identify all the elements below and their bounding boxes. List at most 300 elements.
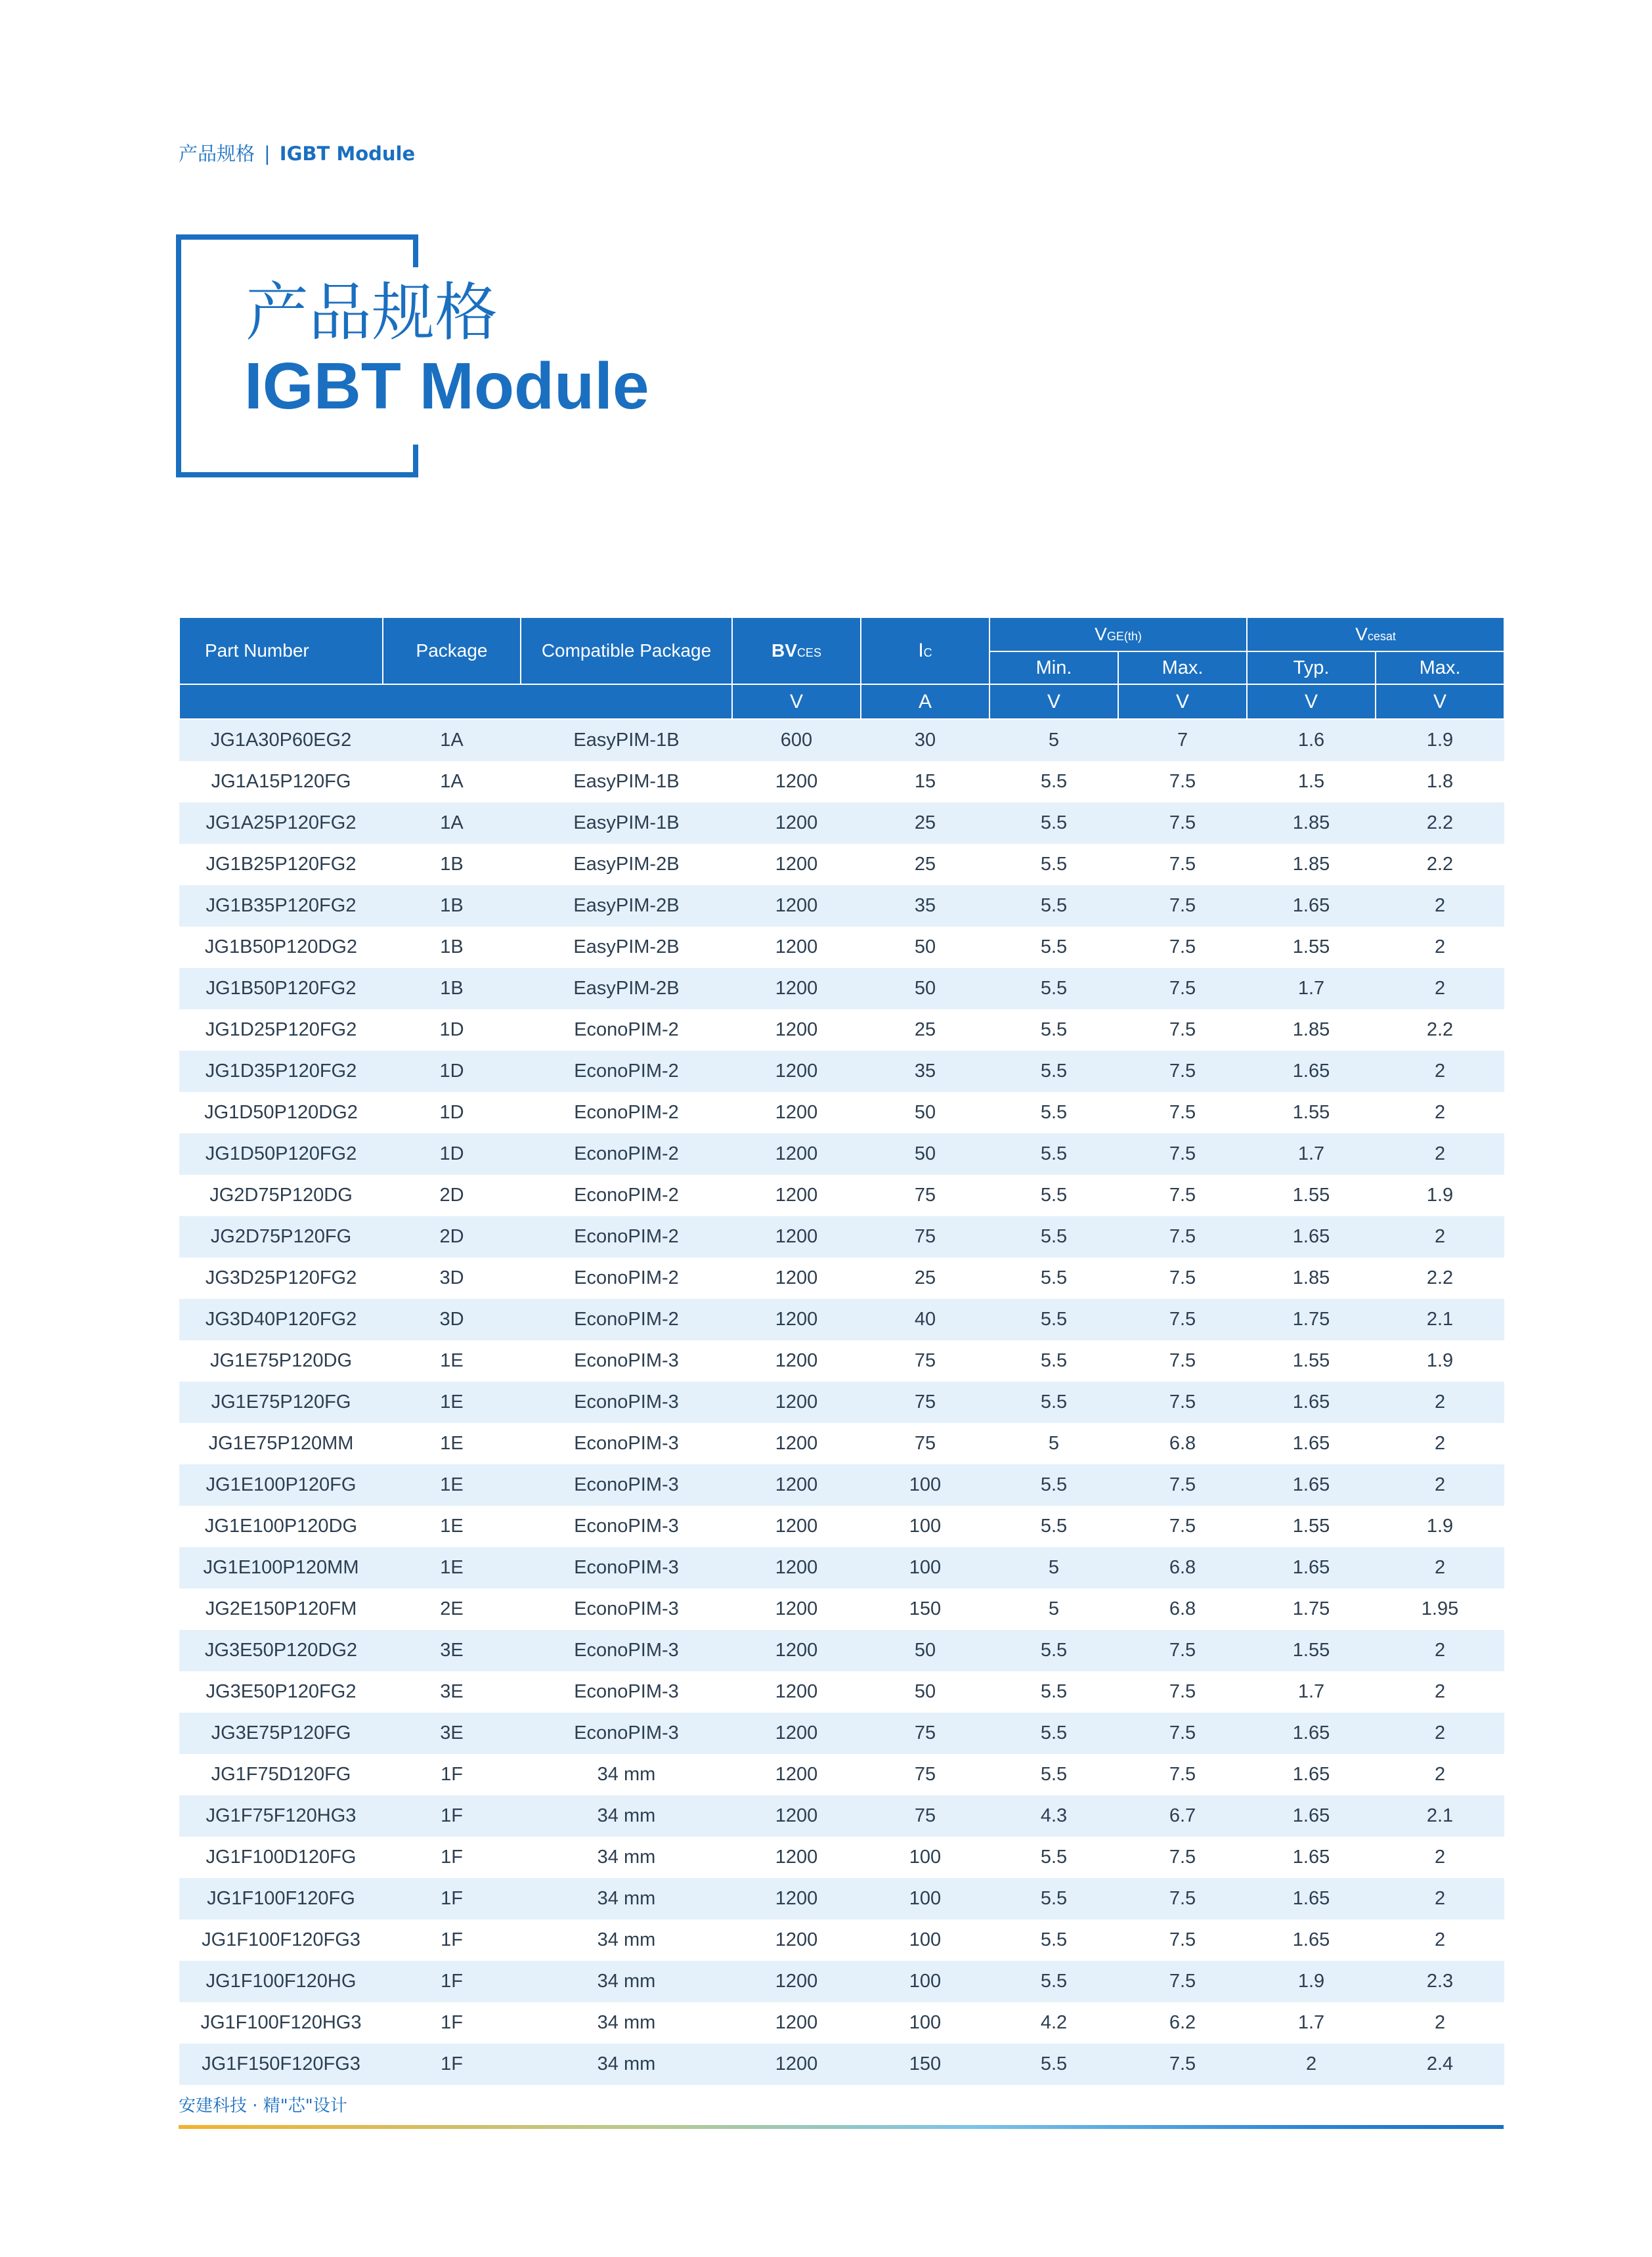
cell-bvces: 600 (732, 719, 861, 761)
cell-vge-min: 5.5 (989, 1671, 1118, 1713)
cell-compatible-package: 34 mm (521, 1961, 732, 2002)
breadcrumb-section[interactable]: 产品规格 (179, 142, 255, 165)
cell-vcesat-max: 2 (1376, 1713, 1504, 1754)
cell-vge-max: 7.5 (1118, 1340, 1247, 1382)
cell-vge-max: 7.5 (1118, 1175, 1247, 1216)
cell-compatible-package: EconoPIM-3 (521, 1382, 732, 1423)
cell-vge-min: 5.5 (989, 1837, 1118, 1878)
cell-vge-min: 5 (989, 1589, 1118, 1630)
cell-vcesat-max: 2.3 (1376, 1961, 1504, 2002)
table-row[interactable] (179, 719, 1504, 761)
cell-package: 1E (383, 1340, 521, 1382)
cell-vcesat-typ: 1.9 (1247, 1961, 1376, 2002)
cell-part-number: JG1F100F120HG (179, 1961, 383, 2002)
table-row[interactable] (179, 1382, 1504, 1423)
cell-package: 1F (383, 1795, 521, 1837)
cell-vge-min: 4.2 (989, 2002, 1118, 2044)
cell-ic: 100 (861, 1878, 989, 1919)
page-title-en: IGBT Module (244, 349, 649, 423)
cell-vcesat-max: 1.9 (1376, 719, 1504, 761)
cell-vge-min: 5.5 (989, 1464, 1118, 1506)
cell-vcesat-max: 1.8 (1376, 761, 1504, 802)
cell-compatible-package: 34 mm (521, 2044, 732, 2085)
cell-part-number: JG2E150P120FM (179, 1589, 383, 1630)
table-row[interactable] (179, 885, 1504, 927)
cell-bvces: 1200 (732, 1919, 861, 1961)
cell-vcesat-max: 2 (1376, 1051, 1504, 1092)
table-row[interactable] (179, 802, 1504, 844)
cell-bvces: 1200 (732, 2044, 861, 2085)
header-package: Package (383, 617, 521, 684)
header-vge-min: Min. (989, 651, 1118, 684)
cell-compatible-package: EconoPIM-2 (521, 1009, 732, 1051)
cell-vcesat-max: 1.95 (1376, 1589, 1504, 1630)
cell-bvces: 1200 (732, 1506, 861, 1547)
title-frame-corner-top (413, 234, 418, 267)
cell-vcesat-max: 2 (1376, 1464, 1504, 1506)
cell-compatible-package: EconoPIM-2 (521, 1092, 732, 1133)
cell-part-number: JG3E50P120DG2 (179, 1630, 383, 1671)
cell-part-number: JG1F100F120HG3 (179, 2002, 383, 2044)
cell-ic: 30 (861, 719, 989, 761)
cell-vge-min: 5 (989, 1423, 1118, 1464)
unit-vcesat-max: V (1376, 684, 1504, 719)
cell-vge-max: 7.5 (1118, 761, 1247, 802)
cell-ic: 100 (861, 1506, 989, 1547)
cell-vcesat-typ: 1.75 (1247, 1299, 1376, 1340)
table-row[interactable] (179, 1423, 1504, 1464)
cell-vcesat-max: 2 (1376, 1216, 1504, 1258)
table-row[interactable] (179, 1837, 1504, 1878)
cell-bvces: 1200 (732, 1009, 861, 1051)
cell-vge-max: 7.5 (1118, 1464, 1247, 1506)
cell-compatible-package: EconoPIM-2 (521, 1258, 732, 1299)
cell-compatible-package: 34 mm (521, 1795, 732, 1837)
cell-vge-min: 5.5 (989, 1175, 1118, 1216)
page-title-cn: 产品规格 (246, 276, 498, 349)
cell-vge-max: 7.5 (1118, 802, 1247, 844)
unit-vcesat-typ: V (1247, 684, 1376, 719)
cell-bvces: 1200 (732, 927, 861, 968)
cell-vge-min: 5.5 (989, 761, 1118, 802)
cell-bvces: 1200 (732, 1630, 861, 1671)
cell-vcesat-max: 2 (1376, 1878, 1504, 1919)
table-row[interactable] (179, 1630, 1504, 1671)
cell-vge-min: 5.5 (989, 1919, 1118, 1961)
cell-bvces: 1200 (732, 1299, 861, 1340)
cell-vcesat-typ: 1.65 (1247, 1878, 1376, 1919)
cell-vge-min: 5.5 (989, 844, 1118, 885)
cell-ic: 35 (861, 1051, 989, 1092)
cell-vge-min: 5.5 (989, 927, 1118, 968)
cell-bvces: 1200 (732, 844, 861, 885)
cell-part-number: JG1B35P120FG2 (179, 885, 383, 927)
cell-vcesat-typ: 1.5 (1247, 761, 1376, 802)
breadcrumb (179, 139, 415, 166)
table-row[interactable] (179, 1589, 1504, 1630)
cell-vge-max: 7.5 (1118, 1713, 1247, 1754)
cell-vcesat-typ: 1.7 (1247, 1671, 1376, 1713)
cell-vge-max: 7.5 (1118, 1133, 1247, 1175)
cell-vcesat-typ: 1.55 (1247, 1630, 1376, 1671)
cell-ic: 75 (861, 1795, 989, 1837)
cell-package: 1A (383, 761, 521, 802)
cell-package: 1D (383, 1092, 521, 1133)
cell-vge-min: 5.5 (989, 1092, 1118, 1133)
cell-ic: 75 (861, 1423, 989, 1464)
cell-vcesat-max: 2 (1376, 1837, 1504, 1878)
cell-bvces: 1200 (732, 1713, 861, 1754)
table-row[interactable] (179, 1713, 1504, 1754)
cell-ic: 100 (861, 1961, 989, 2002)
cell-package: 3E (383, 1713, 521, 1754)
cell-bvces: 1200 (732, 1340, 861, 1382)
cell-vcesat-typ: 2 (1247, 2044, 1376, 2085)
cell-vcesat-typ: 1.65 (1247, 1837, 1376, 1878)
cell-vcesat-typ: 1.75 (1247, 1589, 1376, 1630)
cell-vge-max: 7.5 (1118, 1009, 1247, 1051)
cell-part-number: JG1E100P120DG (179, 1506, 383, 1547)
cell-bvces: 1200 (732, 1464, 861, 1506)
cell-ic: 75 (861, 1754, 989, 1795)
cell-bvces: 1200 (732, 1216, 861, 1258)
cell-package: 1F (383, 1754, 521, 1795)
cell-package: 3E (383, 1671, 521, 1713)
header-unit-spacer (179, 684, 732, 719)
table-row[interactable] (179, 1340, 1504, 1382)
cell-compatible-package: 34 mm (521, 1837, 732, 1878)
cell-vcesat-max: 2 (1376, 1092, 1504, 1133)
cell-part-number: JG1E75P120FG (179, 1382, 383, 1423)
cell-bvces: 1200 (732, 1092, 861, 1133)
cell-vge-max: 7.5 (1118, 1961, 1247, 2002)
header-vcesat-max: Max. (1376, 651, 1504, 684)
cell-vcesat-max: 2 (1376, 1423, 1504, 1464)
cell-vcesat-max: 2 (1376, 1754, 1504, 1795)
cell-ic: 40 (861, 1299, 989, 1340)
cell-package: 1B (383, 927, 521, 968)
cell-bvces: 1200 (732, 1423, 861, 1464)
cell-part-number: JG1E100P120FG (179, 1464, 383, 1506)
cell-vcesat-typ: 1.65 (1247, 1464, 1376, 1506)
cell-vcesat-typ: 1.65 (1247, 1547, 1376, 1589)
cell-vcesat-typ: 1.55 (1247, 1506, 1376, 1547)
cell-vcesat-typ: 1.55 (1247, 1092, 1376, 1133)
footer-gradient-line (179, 2125, 1504, 2129)
cell-vge-min: 5.5 (989, 1258, 1118, 1299)
cell-ic: 35 (861, 885, 989, 927)
cell-vcesat-typ: 1.85 (1247, 1009, 1376, 1051)
cell-ic: 50 (861, 1630, 989, 1671)
cell-vge-max: 7.5 (1118, 927, 1247, 968)
cell-vge-max: 6.7 (1118, 1795, 1247, 1837)
table-row[interactable] (179, 968, 1504, 1009)
cell-ic: 100 (861, 2002, 989, 2044)
cell-compatible-package: EconoPIM-2 (521, 1175, 732, 1216)
breadcrumb-separator: | (264, 142, 271, 165)
cell-part-number: JG3E50P120FG2 (179, 1671, 383, 1713)
cell-vcesat-max: 2.2 (1376, 802, 1504, 844)
cell-ic: 75 (861, 1713, 989, 1754)
cell-vge-max: 7.5 (1118, 1299, 1247, 1340)
cell-vge-min: 5.5 (989, 1216, 1118, 1258)
cell-vcesat-typ: 1.65 (1247, 1754, 1376, 1795)
cell-vge-min: 5.5 (989, 1713, 1118, 1754)
cell-package: 2D (383, 1175, 521, 1216)
table-row[interactable] (179, 927, 1504, 968)
cell-compatible-package: EconoPIM-3 (521, 1464, 732, 1506)
cell-ic: 50 (861, 1092, 989, 1133)
table-row[interactable] (179, 1795, 1504, 1837)
cell-package: 1B (383, 844, 521, 885)
table-row[interactable] (179, 1051, 1504, 1092)
table-row[interactable] (179, 1754, 1504, 1795)
cell-package: 1A (383, 802, 521, 844)
cell-package: 1E (383, 1382, 521, 1423)
cell-vcesat-max: 2 (1376, 2002, 1504, 2044)
table-row[interactable] (179, 844, 1504, 885)
cell-ic: 50 (861, 968, 989, 1009)
cell-compatible-package: EconoPIM-3 (521, 1630, 732, 1671)
table-row[interactable] (179, 761, 1504, 802)
cell-vge-max: 7.5 (1118, 968, 1247, 1009)
cell-ic: 75 (861, 1340, 989, 1382)
cell-vge-max: 7.5 (1118, 844, 1247, 885)
cell-part-number: JG1A30P60EG2 (179, 719, 383, 761)
cell-package: 1B (383, 885, 521, 927)
cell-vcesat-max: 2 (1376, 1133, 1504, 1175)
cell-vcesat-max: 2 (1376, 1382, 1504, 1423)
table-row[interactable] (179, 1671, 1504, 1713)
cell-part-number: JG1F100F120FG3 (179, 1919, 383, 1961)
cell-package: 1D (383, 1133, 521, 1175)
cell-bvces: 1200 (732, 761, 861, 802)
cell-bvces: 1200 (732, 1795, 861, 1837)
cell-bvces: 1200 (732, 2002, 861, 2044)
cell-vge-max: 7.5 (1118, 1506, 1247, 1547)
cell-bvces: 1200 (732, 885, 861, 927)
cell-bvces: 1200 (732, 1961, 861, 2002)
cell-vge-max: 6.2 (1118, 2002, 1247, 2044)
cell-compatible-package: EconoPIM-2 (521, 1299, 732, 1340)
cell-vcesat-typ: 1.85 (1247, 1258, 1376, 1299)
header-vcesat-typ: Typ. (1247, 651, 1376, 684)
cell-compatible-package: 34 mm (521, 1878, 732, 1919)
footer-slogan: 安建科技 · 精"芯"设计 (179, 2096, 347, 2116)
cell-vge-min: 5.5 (989, 1754, 1118, 1795)
cell-vcesat-max: 2 (1376, 885, 1504, 927)
cell-compatible-package: EconoPIM-3 (521, 1589, 732, 1630)
table-row[interactable] (179, 1961, 1504, 2002)
cell-ic: 50 (861, 1133, 989, 1175)
cell-compatible-package: EasyPIM-2B (521, 927, 732, 968)
cell-package: 1A (383, 719, 521, 761)
header-vge-th: VGE(th) (989, 617, 1247, 651)
header-compatible-package: Compatible Package (521, 617, 732, 684)
cell-vcesat-typ: 1.65 (1247, 1051, 1376, 1092)
cell-ic: 25 (861, 1258, 989, 1299)
table-row[interactable] (179, 1547, 1504, 1589)
cell-compatible-package: EconoPIM-3 (521, 1423, 732, 1464)
cell-compatible-package: 34 mm (521, 2002, 732, 2044)
cell-vcesat-typ: 1.6 (1247, 719, 1376, 761)
unit-bvces: V (732, 684, 861, 719)
cell-vge-min: 5.5 (989, 968, 1118, 1009)
cell-part-number: JG1D50P120FG2 (179, 1133, 383, 1175)
cell-vcesat-max: 2.2 (1376, 844, 1504, 885)
cell-compatible-package: EconoPIM-3 (521, 1340, 732, 1382)
cell-part-number: JG1F100D120FG (179, 1837, 383, 1878)
cell-vge-min: 5.5 (989, 1133, 1118, 1175)
cell-vcesat-typ: 1.85 (1247, 802, 1376, 844)
table-row[interactable] (179, 1919, 1504, 1961)
cell-part-number: JG1E75P120DG (179, 1340, 383, 1382)
cell-vcesat-typ: 1.65 (1247, 885, 1376, 927)
cell-ic: 15 (861, 761, 989, 802)
header-ic: IC (861, 617, 989, 684)
table-row[interactable] (179, 1506, 1504, 1547)
table-row[interactable] (179, 1464, 1504, 1506)
cell-vcesat-max: 1.9 (1376, 1340, 1504, 1382)
cell-vcesat-typ: 1.55 (1247, 1175, 1376, 1216)
cell-bvces: 1200 (732, 1133, 861, 1175)
spec-table-body (179, 719, 1504, 2085)
cell-bvces: 1200 (732, 1382, 861, 1423)
unit-vge-min: V (989, 684, 1118, 719)
cell-part-number: JG1E100P120MM (179, 1547, 383, 1589)
cell-ic: 100 (861, 1464, 989, 1506)
cell-part-number: JG1B25P120FG2 (179, 844, 383, 885)
cell-package: 3D (383, 1258, 521, 1299)
cell-vge-min: 5 (989, 1547, 1118, 1589)
cell-ic: 25 (861, 1009, 989, 1051)
cell-part-number: JG1D35P120FG2 (179, 1051, 383, 1092)
table-row[interactable] (179, 1878, 1504, 1919)
cell-ic: 25 (861, 802, 989, 844)
cell-part-number: JG1F75F120HG3 (179, 1795, 383, 1837)
cell-package: 3D (383, 1299, 521, 1340)
cell-vcesat-max: 2.1 (1376, 1299, 1504, 1340)
cell-compatible-package: EasyPIM-2B (521, 885, 732, 927)
cell-bvces: 1200 (732, 1837, 861, 1878)
cell-vge-max: 7.5 (1118, 1671, 1247, 1713)
cell-vcesat-max: 2 (1376, 1630, 1504, 1671)
cell-package: 2D (383, 1216, 521, 1258)
cell-ic: 75 (861, 1382, 989, 1423)
cell-part-number: JG1B50P120FG2 (179, 968, 383, 1009)
cell-compatible-package: EconoPIM-2 (521, 1216, 732, 1258)
cell-vcesat-max: 2 (1376, 1671, 1504, 1713)
cell-vge-min: 5.5 (989, 1961, 1118, 2002)
cell-vge-max: 7.5 (1118, 1878, 1247, 1919)
breadcrumb-current: IGBT Module (279, 142, 416, 165)
header-vge-max: Max. (1118, 651, 1247, 684)
title-frame-corner-bottom (413, 445, 418, 477)
table-row[interactable] (179, 2002, 1504, 2044)
cell-package: 3E (383, 1630, 521, 1671)
cell-vge-max: 7.5 (1118, 1919, 1247, 1961)
cell-bvces: 1200 (732, 1754, 861, 1795)
cell-vge-min: 5.5 (989, 1382, 1118, 1423)
cell-vcesat-max: 1.9 (1376, 1175, 1504, 1216)
cell-vge-max: 7.5 (1118, 885, 1247, 927)
cell-package: 1E (383, 1423, 521, 1464)
table-row[interactable] (179, 2044, 1504, 2085)
cell-package: 1E (383, 1547, 521, 1589)
cell-compatible-package: EconoPIM-3 (521, 1547, 732, 1589)
table-row[interactable] (179, 1175, 1504, 1216)
cell-vge-min: 5 (989, 719, 1118, 761)
cell-package: 1F (383, 1919, 521, 1961)
cell-part-number: JG3E75P120FG (179, 1713, 383, 1754)
cell-vcesat-typ: 1.65 (1247, 1795, 1376, 1837)
cell-vge-max: 7.5 (1118, 1051, 1247, 1092)
cell-vge-max: 6.8 (1118, 1589, 1247, 1630)
cell-vcesat-typ: 1.85 (1247, 844, 1376, 885)
cell-vcesat-max: 2 (1376, 968, 1504, 1009)
cell-part-number: JG1B50P120DG2 (179, 927, 383, 968)
table-row[interactable] (179, 1009, 1504, 1051)
table-row[interactable] (179, 1299, 1504, 1340)
cell-bvces: 1200 (732, 1547, 861, 1589)
cell-compatible-package: EasyPIM-1B (521, 802, 732, 844)
cell-vge-max: 7.5 (1118, 1837, 1247, 1878)
cell-compatible-package: EconoPIM-2 (521, 1051, 732, 1092)
table-row[interactable] (179, 1092, 1504, 1133)
cell-ic: 75 (861, 1175, 989, 1216)
cell-vge-min: 5.5 (989, 1506, 1118, 1547)
cell-package: 1D (383, 1051, 521, 1092)
table-row[interactable] (179, 1216, 1504, 1258)
header-vcesat: Vcesat (1247, 617, 1504, 651)
cell-part-number: JG2D75P120FG (179, 1216, 383, 1258)
unit-vge-max: V (1118, 684, 1247, 719)
cell-vge-min: 5.5 (989, 1051, 1118, 1092)
cell-compatible-package: EasyPIM-1B (521, 719, 732, 761)
table-row[interactable] (179, 1258, 1504, 1299)
cell-vge-min: 5.5 (989, 1299, 1118, 1340)
cell-vge-min: 5.5 (989, 885, 1118, 927)
cell-ic: 50 (861, 927, 989, 968)
cell-package: 2E (383, 1589, 521, 1630)
cell-compatible-package: EasyPIM-2B (521, 968, 732, 1009)
cell-vcesat-max: 2.2 (1376, 1009, 1504, 1051)
cell-ic: 100 (861, 1837, 989, 1878)
cell-compatible-package: 34 mm (521, 1754, 732, 1795)
cell-compatible-package: EasyPIM-1B (521, 761, 732, 802)
cell-compatible-package: EconoPIM-3 (521, 1713, 732, 1754)
cell-vcesat-typ: 1.65 (1247, 1423, 1376, 1464)
cell-vcesat-typ: 1.7 (1247, 2002, 1376, 2044)
cell-part-number: JG3D25P120FG2 (179, 1258, 383, 1299)
cell-ic: 25 (861, 844, 989, 885)
cell-part-number: JG1F150F120FG3 (179, 2044, 383, 2085)
cell-compatible-package: EconoPIM-3 (521, 1506, 732, 1547)
cell-bvces: 1200 (732, 968, 861, 1009)
cell-bvces: 1200 (732, 1671, 861, 1713)
table-row[interactable] (179, 1133, 1504, 1175)
cell-vcesat-typ: 1.65 (1247, 1382, 1376, 1423)
cell-vge-max: 7.5 (1118, 1258, 1247, 1299)
cell-part-number: JG1A25P120FG2 (179, 802, 383, 844)
cell-part-number: JG1F75D120FG (179, 1754, 383, 1795)
cell-vcesat-typ: 1.65 (1247, 1216, 1376, 1258)
cell-compatible-package: EasyPIM-2B (521, 844, 732, 885)
cell-vge-min: 5.5 (989, 1340, 1118, 1382)
cell-vcesat-typ: 1.65 (1247, 1919, 1376, 1961)
cell-vcesat-typ: 1.65 (1247, 1713, 1376, 1754)
cell-vcesat-max: 1.9 (1376, 1506, 1504, 1547)
